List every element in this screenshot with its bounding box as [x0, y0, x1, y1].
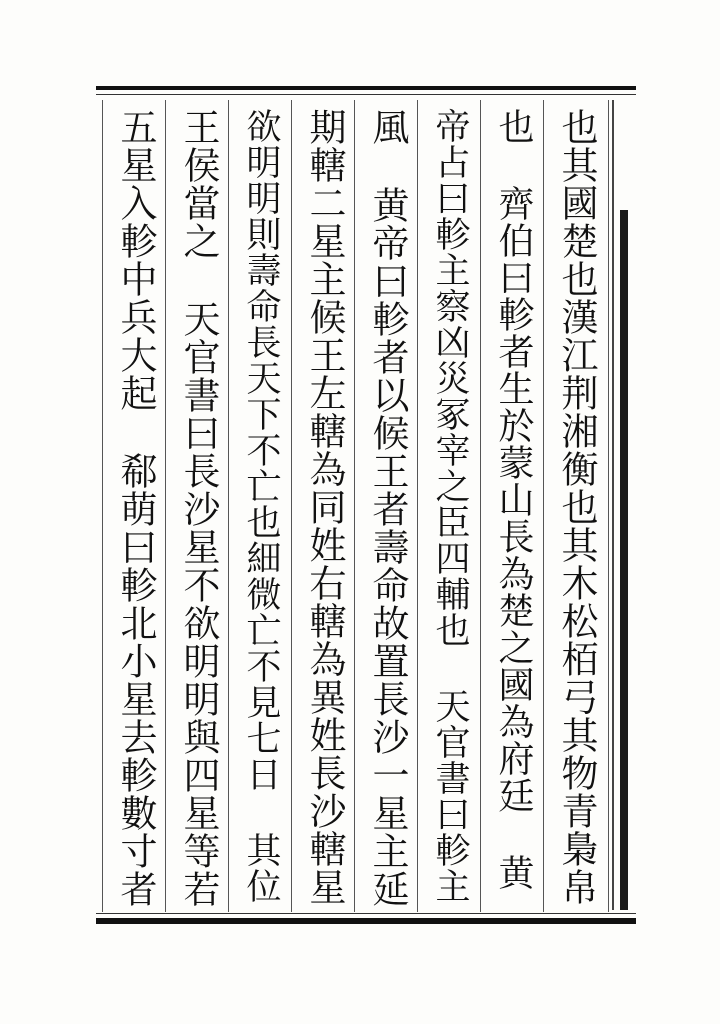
column-text: 齊伯曰軫者生於蒙山長為楚之國為府廷	[493, 185, 534, 814]
column-text: 帝占曰軫主察凶災冢宰之臣四輔也	[430, 108, 470, 648]
text-column-4	[359, 108, 415, 908]
column-divider	[543, 100, 544, 912]
column-text: 王侯當之	[177, 108, 220, 260]
text-column-5	[296, 108, 352, 906]
text-column-6	[233, 108, 289, 904]
column-divider	[165, 100, 166, 912]
text-column-7	[170, 108, 226, 908]
text-column-8	[107, 108, 163, 908]
column-divider	[480, 100, 481, 912]
column-divider	[228, 100, 229, 912]
column-text: 黄帝曰軫者以候王者壽命故置長沙一星主延	[366, 186, 409, 908]
column-text: 欲明明則壽命長天下不亡也細微亡不見七日	[241, 108, 281, 792]
column-divider	[354, 100, 355, 912]
column-divider	[291, 100, 292, 912]
column-text: 天官書曰軫主	[430, 688, 470, 904]
spine-edge-line	[612, 100, 614, 910]
column-text: 也其國楚也漢江荆湘衡也其木松栢弓其物青梟帛	[555, 108, 598, 906]
column-text: 其位	[241, 832, 281, 904]
column-text: 風	[366, 108, 409, 146]
column-divider	[417, 100, 418, 912]
bottom-border	[96, 918, 636, 924]
text-column-1	[548, 108, 604, 906]
column-text: 黄	[493, 854, 534, 891]
book-spine-shadow	[620, 210, 628, 910]
column-text: 五星入軫中兵大起	[114, 108, 157, 412]
column-text: 郗萌曰軫北小星去軫數寸者	[114, 452, 157, 908]
bottom-border-inner	[96, 913, 636, 914]
column-text: 也	[493, 108, 534, 145]
top-border-inner	[96, 94, 636, 95]
top-border	[96, 86, 636, 90]
column-text: 天官書曰長沙星不欲明明與四星等若	[177, 300, 220, 908]
column-text: 期轄二星主候王左轄為同姓右轄為異姓長沙轄星	[303, 108, 346, 906]
text-column-3	[422, 108, 478, 904]
text-column-2	[485, 108, 541, 891]
